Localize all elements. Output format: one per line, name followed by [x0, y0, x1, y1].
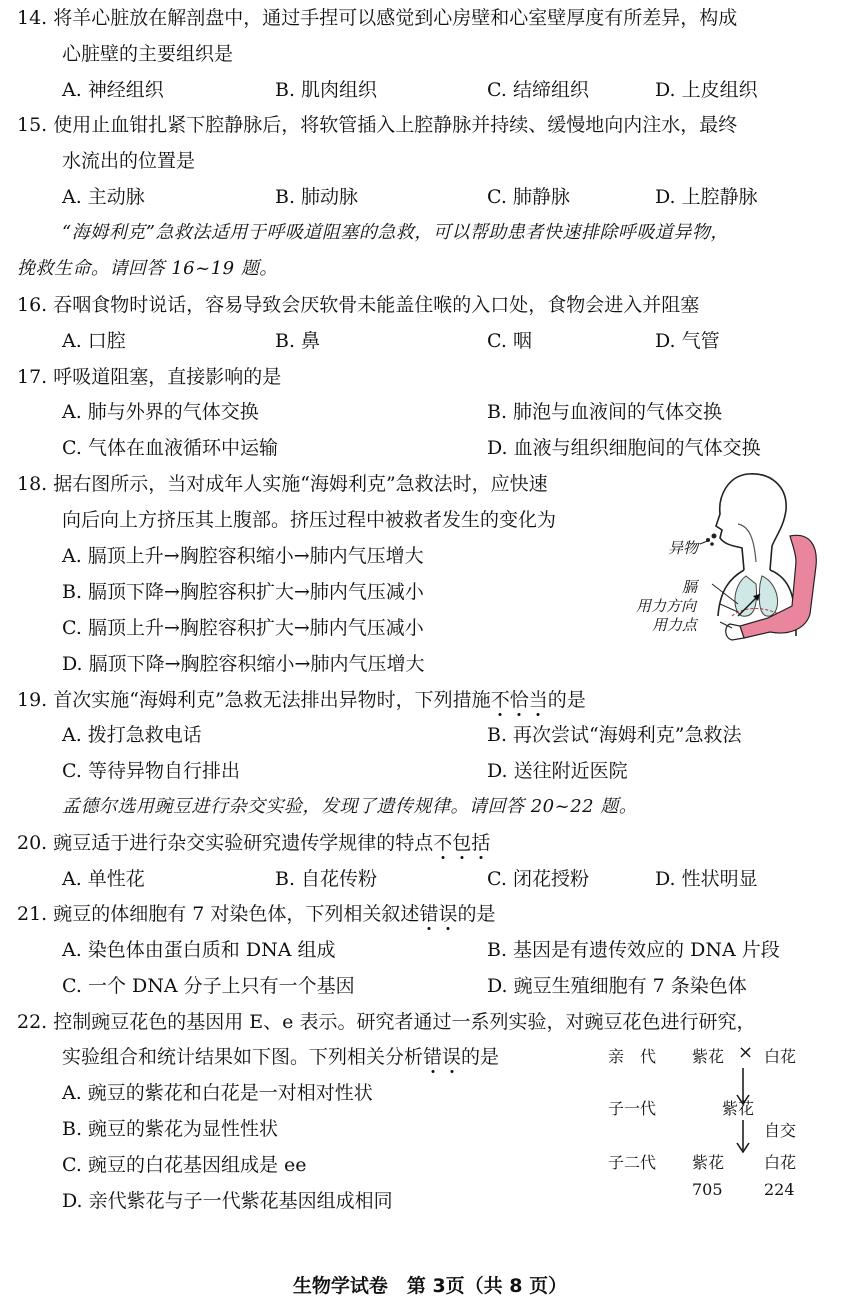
passage-mendel: 孟德尔选用豌豆进行杂交实验，发现了遗传规律。请回答 20~22 题。 [62, 796, 638, 817]
q17-option-c[interactable]: C. 气体在血液循环中运输 [62, 437, 278, 459]
q20-option-d[interactable]: D. 性状明显 [655, 868, 758, 890]
q20-option-c[interactable]: C. 闭花授粉 [487, 868, 589, 890]
q22-emphasis-1: 错 [423, 1046, 443, 1068]
q20-emphasis-1: 不 [433, 832, 453, 854]
cross-p-white: 白花 [764, 1047, 797, 1066]
q20-stem [17, 830, 490, 856]
q18-option-d[interactable]: D. 膈顶下降→胸腔容积缩小→肺内气压增大 [62, 653, 425, 675]
q22-option-c[interactable]: C. 豌豆的白花基因组成是 ee [62, 1154, 307, 1176]
q21-stem-end: 的是 [457, 903, 496, 925]
q16-option-c[interactable]: C. 咽 [487, 330, 532, 352]
q19-stem [17, 687, 586, 713]
q20-emphasis-2: 包 [452, 832, 472, 854]
q21-emphasis-2: 误 [438, 903, 458, 925]
heimlich-figure [620, 466, 840, 646]
q15-option-c[interactable]: C. 肺静脉 [487, 186, 570, 208]
cross-sign: × [738, 1042, 754, 1063]
q16-option-d[interactable]: D. 气管 [655, 330, 720, 352]
figure-label-diaphragm: 膈 [682, 578, 698, 596]
cross-f2-purple-count: 705 [692, 1180, 723, 1199]
q22-option-d[interactable]: D. 亲代紫花与子一代紫花基因组成相同 [62, 1190, 393, 1212]
q18-stem-cont: 向后向上方挤压其上腹部。挤压过程中被救者发生的变化为 [62, 509, 557, 531]
q14-option-c[interactable]: C. 结缔组织 [487, 79, 589, 101]
q21-stem-text: 21. 豌豆的体细胞有 7 对染色体，下列相关叙述 [17, 903, 420, 925]
q20-stem-text: 20. 豌豆适于进行杂交实验研究遗传学规律的特点 [17, 832, 434, 854]
q18-stem: 18. 据右图所示，当对成年人实施“海姆利克”急救法时，应快速 [17, 473, 548, 495]
q22-stem-text: 实验组合和统计结果如下图。下列相关分析 [62, 1046, 424, 1068]
cross-p-label: 亲 代 [608, 1047, 657, 1066]
q22-stem-end: 的是 [461, 1046, 500, 1068]
q15-option-d[interactable]: D. 上腔静脉 [655, 186, 758, 208]
q15-option-b[interactable]: B. 肺动脉 [275, 186, 359, 208]
cross-f2-label: 子二代 [608, 1153, 657, 1172]
q17-option-d[interactable]: D. 血液与组织细胞间的气体交换 [487, 437, 761, 459]
cross-f2-purple: 紫花 [692, 1153, 725, 1172]
q22-stem: 22. 控制豌豆花色的基因用 E、e 表示。研究者通过一系列实验，对豌豆花色进行研究， [17, 1011, 756, 1033]
q14-option-b[interactable]: B. 肌肉组织 [275, 79, 378, 101]
q19-option-b[interactable]: B. 再次尝试“海姆利克”急救法 [487, 724, 742, 746]
q22-option-b[interactable]: B. 豌豆的紫花为显性性状 [62, 1118, 279, 1140]
q14-stem: 14. 将羊心脏放在解剖盘中，通过手捏可以感觉到心房壁和心室壁厚度有所差异，构成 [17, 7, 738, 29]
figure-label-force-point: 用力点 [652, 616, 698, 634]
q21-option-b[interactable]: B. 基因是有遗传效应的 DNA 片段 [487, 939, 780, 961]
q21-option-a[interactable]: A. 染色体由蛋白质和 DNA 组成 [62, 939, 336, 961]
q14-option-a[interactable]: A. 神经组织 [62, 79, 164, 101]
q20-option-a[interactable]: A. 单性花 [62, 868, 145, 890]
cross-p-purple: 紫花 [692, 1047, 725, 1066]
q18-option-a[interactable]: A. 膈顶上升→胸腔容积缩小→肺内气压增大 [62, 545, 424, 567]
q20-option-b[interactable]: B. 自花传粉 [275, 868, 378, 890]
q21-emphasis-1: 错 [419, 903, 439, 925]
cross-selfing-label: 自交 [764, 1121, 797, 1140]
passage-heimlich-l2: 挽救生命。请回答 16~19 题。 [17, 258, 278, 279]
arrow-down-icon [735, 1120, 751, 1156]
q14-option-d[interactable]: D. 上皮组织 [655, 79, 758, 101]
q22-emphasis-2: 误 [442, 1046, 462, 1068]
cross-f1-purple: 紫花 [722, 1099, 755, 1118]
q20-emphasis-3: 括 [471, 832, 491, 854]
q17-stem: 17. 呼吸道阻塞，直接影响的是 [17, 366, 282, 388]
q16-option-a[interactable]: A. 口腔 [62, 330, 126, 352]
cross-f2-white: 白花 [764, 1153, 797, 1172]
q19-stem-text: 19. 首次实施“海姆利克”急救无法排出异物时，下列措施 [17, 689, 491, 711]
cross-f1-label: 子一代 [608, 1099, 657, 1118]
q19-stem-end: 的是 [547, 689, 586, 711]
q17-option-b[interactable]: B. 肺泡与血液间的气体交换 [487, 401, 723, 423]
q19-option-c[interactable]: C. 等待异物自行排出 [62, 760, 240, 782]
figure-label-force-direction: 用力方向 [636, 597, 697, 615]
q15-option-a[interactable]: A. 主动脉 [62, 186, 145, 208]
q14-stem-cont: 心脏壁的主要组织是 [62, 43, 234, 65]
cross-f2-white-count: 224 [764, 1180, 795, 1199]
q21-option-c[interactable]: C. 一个 DNA 分子上只有一个基因 [62, 975, 355, 997]
q19-option-d[interactable]: D. 送往附近医院 [487, 760, 628, 782]
passage-heimlich-l1: “海姆利克”急救法适用于呼吸道阻塞的急救，可以帮助患者快速排除呼吸道异物， [62, 222, 729, 243]
q15-stem-cont: 水流出的位置是 [62, 150, 196, 172]
q19-option-a[interactable]: A. 拨打急救电话 [62, 724, 202, 746]
q15-stem: 15. 使用止血钳扎紧下腔静脉后，将软管插入上腔静脉并持续、缓慢地向内注水，最终 [17, 114, 738, 136]
q19-emphasis-2: 恰 [509, 689, 529, 711]
cross-diagram [600, 1038, 850, 1208]
q21-stem [17, 901, 495, 927]
q21-option-d[interactable]: D. 豌豆生殖细胞有 7 条染色体 [487, 975, 747, 997]
q19-emphasis-1: 不 [490, 689, 510, 711]
figure-label-foreign-object: 异物 [668, 539, 699, 557]
q16-stem: 16. 吞咽食物时说话，容易导致会厌软骨未能盖住喉的入口处，食物会进入并阻塞 [17, 294, 700, 316]
page-footer: 生物学试卷 第 3页（共 8 页） [292, 1275, 568, 1297]
q17-option-a[interactable]: A. 肺与外界的气体交换 [62, 401, 259, 423]
q18-option-c[interactable]: C. 膈顶上升→胸腔容积扩大→肺内气压减小 [62, 617, 424, 639]
q19-emphasis-3: 当 [528, 689, 548, 711]
q16-option-b[interactable]: B. 鼻 [275, 330, 321, 352]
q18-option-b[interactable]: B. 膈顶下降→胸腔容积扩大→肺内气压减小 [62, 581, 424, 603]
q22-option-a[interactable]: A. 豌豆的紫花和白花是一对相对性状 [62, 1082, 373, 1104]
q22-stem-cont [62, 1044, 499, 1070]
